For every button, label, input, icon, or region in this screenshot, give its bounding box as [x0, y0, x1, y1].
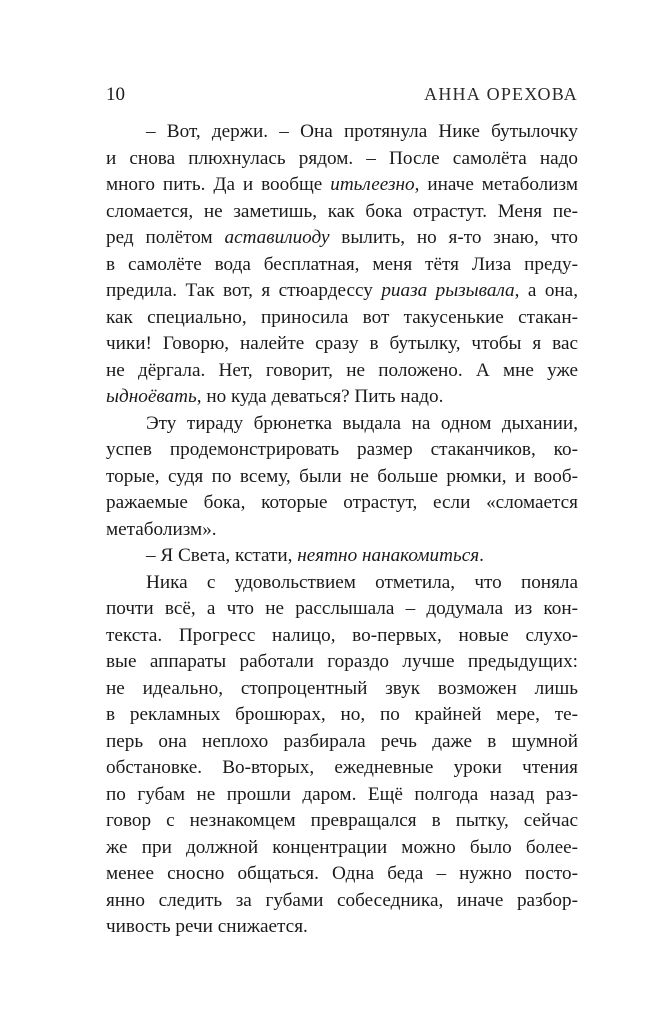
- paragraph: [106, 119, 578, 411]
- text-run: обстановке. Во-вторых, ежедневные уроки чтения: [106, 757, 578, 778]
- text-line: [106, 782, 578, 809]
- text-line: [106, 596, 578, 623]
- text-run: .: [479, 545, 484, 566]
- paragraph: [106, 543, 578, 570]
- text-run: , а она,: [514, 280, 578, 301]
- text-line: [106, 464, 578, 491]
- paragraph: [106, 411, 578, 544]
- text-run: вылить, но я-то знаю, что: [329, 227, 579, 248]
- text-line: [106, 119, 578, 146]
- text-run: не идеально, стопроцентный звук возможен лишь: [106, 677, 578, 699]
- text-line: [106, 914, 578, 941]
- text-run: менее сносно общаться. Одна беда – нужно посто-: [106, 863, 578, 884]
- italic-text-run: неятно нанакомиться: [297, 545, 480, 566]
- text-line: [106, 808, 578, 835]
- text-line: [106, 437, 578, 464]
- italic-text-run: аставилиоду: [224, 227, 330, 248]
- text-run: в самолёте вода бесплатная, меня тётя Лиза преду-: [106, 253, 578, 275]
- text-run: янно следить за губами собеседника, иначе разбор-: [106, 889, 578, 911]
- text-line: [106, 384, 578, 411]
- page-number: 10: [106, 84, 125, 105]
- text-run: говор с незнакомцем превращался в пытку, сейчас: [106, 810, 578, 831]
- text-run: чивость речи снижается.: [106, 916, 308, 937]
- text-run: ражаемые бока, которые отрастут, если «сломается: [106, 492, 578, 513]
- text-line: [106, 570, 578, 597]
- text-run: и снова плюхнулась рядом. – После самолёта надо: [106, 147, 578, 169]
- text-run: ред полётом: [106, 227, 225, 248]
- text-line: [106, 649, 578, 676]
- text-line: [106, 411, 578, 438]
- text-line: [106, 676, 578, 703]
- text-run: Эту тираду брюнетка выдала на одном дыхании,: [146, 412, 578, 434]
- text-run: текста. Прогресс налицо, во-первых, новые слухо-: [106, 624, 578, 646]
- text-line: [106, 888, 578, 915]
- text-line: [106, 172, 578, 199]
- text-line: [106, 861, 578, 888]
- italic-text-run: ыдноёвать: [106, 386, 197, 407]
- text-run: как специально, приносила вот такусенькие стакан-: [106, 306, 578, 328]
- body-text: [106, 119, 578, 941]
- text-line: [106, 543, 578, 570]
- text-line: [106, 490, 578, 517]
- italic-text-run: риаза рызывала: [381, 280, 515, 301]
- text-run: сломается, не заметишь, как бока отрастут. Меня пе-: [106, 200, 578, 222]
- text-run: не дёргала. Нет, говорит, не положено. А мне уже: [106, 359, 578, 381]
- text-run: перь она неплохо разбирала речь даже в шумной: [106, 730, 578, 752]
- text-run: же при должной концентрации можно было более-: [106, 836, 578, 858]
- text-line: [106, 517, 578, 544]
- text-run: вые аппараты работали гораздо лучше предыдущих:: [106, 651, 578, 672]
- text-line: [106, 358, 578, 385]
- text-line: [106, 702, 578, 729]
- text-run: Ника с удовольствием отметила, что поняла: [146, 571, 578, 593]
- text-run: предила. Так вот, я стюардессу: [106, 280, 382, 301]
- text-line: [106, 225, 578, 252]
- text-run: чики! Говорю, налейте сразу в бутылку, чтобы я вас: [106, 333, 578, 354]
- text-line: [106, 278, 578, 305]
- text-run: по губам не прошли даром. Ещё полгода назад раз-: [106, 783, 578, 805]
- text-run: метаболизм».: [106, 518, 217, 540]
- text-run: почти всё, а что не расслышала – додумала из кон-: [106, 598, 578, 619]
- text-run: успев продемонстрировать размер стаканчиков, ко-: [106, 439, 578, 460]
- text-run: в рекламных брошюрах, но, по крайней мере, те-: [106, 704, 578, 725]
- text-line: [106, 331, 578, 358]
- text-run: – Я Света, кстати,: [146, 545, 298, 566]
- text-line: [106, 623, 578, 650]
- text-line: [106, 305, 578, 332]
- text-run: , но куда деваться? Пить надо.: [196, 386, 444, 407]
- text-run: много пить. Да и вообще: [106, 174, 331, 195]
- italic-text-run: итьлеезно: [330, 174, 415, 195]
- text-run: , иначе метаболизм: [414, 174, 578, 195]
- paragraph: [106, 570, 578, 941]
- text-line: [106, 755, 578, 782]
- text-line: [106, 146, 578, 173]
- page-header: [106, 84, 578, 110]
- text-line: [106, 835, 578, 862]
- running-head-author: АННА ОРЕХОВА: [424, 84, 578, 104]
- text-run: – Вот, держи. – Она протянула Нике бутылочку: [146, 121, 578, 142]
- text-line: [106, 199, 578, 226]
- text-line: [106, 729, 578, 756]
- text-line: [106, 252, 578, 279]
- text-run: торые, судя по всему, были не больше рюмки, и вооб-: [106, 465, 578, 487]
